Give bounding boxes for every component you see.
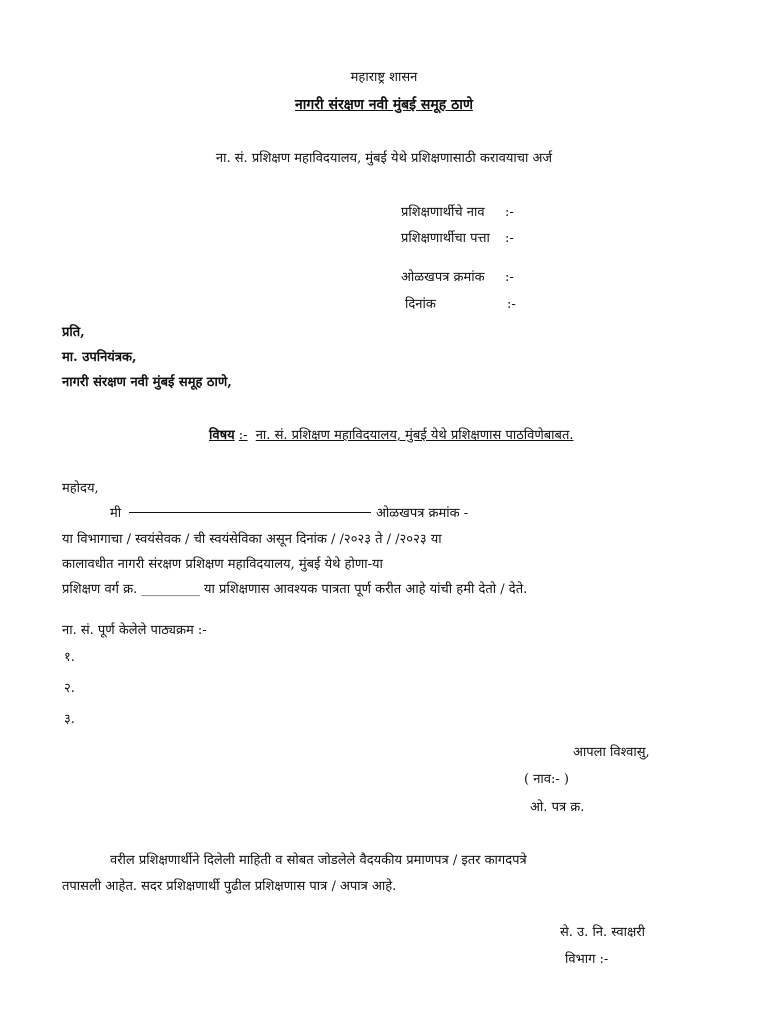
recipient-designation: मा. उपनियंत्रक,	[62, 350, 137, 365]
closing-id-no: ओ. पत्र क्र.	[530, 800, 585, 815]
subject-line	[209, 428, 574, 444]
verification-line-2: तपासली आहेत. सदर प्रशिक्षणार्थी पुढील प्रशिक्षणास पात्र / अपात्र आहे.	[62, 879, 397, 894]
courses-heading: ना. सं. पूर्ण केलेले पाठ्यक्रम :-	[62, 623, 207, 638]
subject-sep: :-	[238, 428, 248, 443]
closing-name: ( नाव:- )	[524, 772, 569, 787]
body-id-card: ओळखपत्र क्रमांक -	[376, 506, 469, 521]
government-heading: महाराष्ट्र शासन	[350, 70, 418, 85]
applicant-address-label: प्रशिक्षणार्थीचा पत्ता	[401, 231, 490, 246]
recipient-office: नागरी संरक्षण नवी मुंबई समूह ठाणे,	[62, 375, 232, 390]
id-card-sep: :-	[505, 270, 514, 285]
name-blank-line	[129, 512, 371, 513]
recipient-to: प्रति,	[62, 325, 85, 340]
body-me: मी	[110, 506, 122, 521]
signature-department: विभाग :-	[565, 952, 609, 967]
subject-label: विषय	[209, 428, 235, 443]
form-title: ना. सं. प्रशिक्षण महाविदयालय, मुंबई येथे प्रशिक्षणासाठी करावयाचा अर्ज	[215, 151, 553, 166]
applicant-name-sep: :-	[505, 205, 514, 220]
applicant-address-sep: :-	[505, 231, 514, 246]
date-sep: :-	[507, 297, 516, 312]
verification-line-1: वरील प्रशिक्षणार्थीने दिलेली माहिती व सोबत जोडलेले वैदयकीय प्रमाणपत्र / इतर कागदपत्रे	[110, 853, 527, 868]
course-item-2: २.	[64, 681, 75, 696]
body-line-4: प्रशिक्षण वर्ग क्र. _________ या प्रशिक्षणास आवश्यक पात्रता पूर्ण करीत आहे यांची हमी देतो / देते.	[62, 582, 528, 597]
yours-faithfully: आपला विश्वासु,	[573, 745, 650, 760]
office-heading: नागरी संरक्षण नवी मुंबई समूह ठाणे	[295, 97, 473, 113]
course-item-3: ३.	[64, 712, 75, 727]
date-label: दिनांक	[405, 297, 436, 312]
course-item-1: १.	[64, 650, 75, 665]
body-line-2: या विभागाचा / स्वयंसेवक / ची स्वयंसेविका असून दिनांक / /२०२३ ते / /२०२३ या	[62, 532, 442, 547]
id-card-label: ओळखपत्र क्रमांक	[401, 270, 485, 285]
signature-title: से. उ. नि. स्वाक्षरी	[560, 925, 645, 940]
body-line-3: कालावधीत नागरी संरक्षण प्रशिक्षण महाविदयालय, मुंबई येथे होणा-या	[62, 557, 383, 572]
salutation: महोदय,	[62, 481, 99, 496]
subject-text: ना. सं. प्रशिक्षण महाविदयालय, मुंबई येथे प्रशिक्षणास पाठविणेबाबत.	[255, 428, 574, 443]
applicant-name-label: प्रशिक्षणार्थीचे नाव	[401, 205, 485, 220]
